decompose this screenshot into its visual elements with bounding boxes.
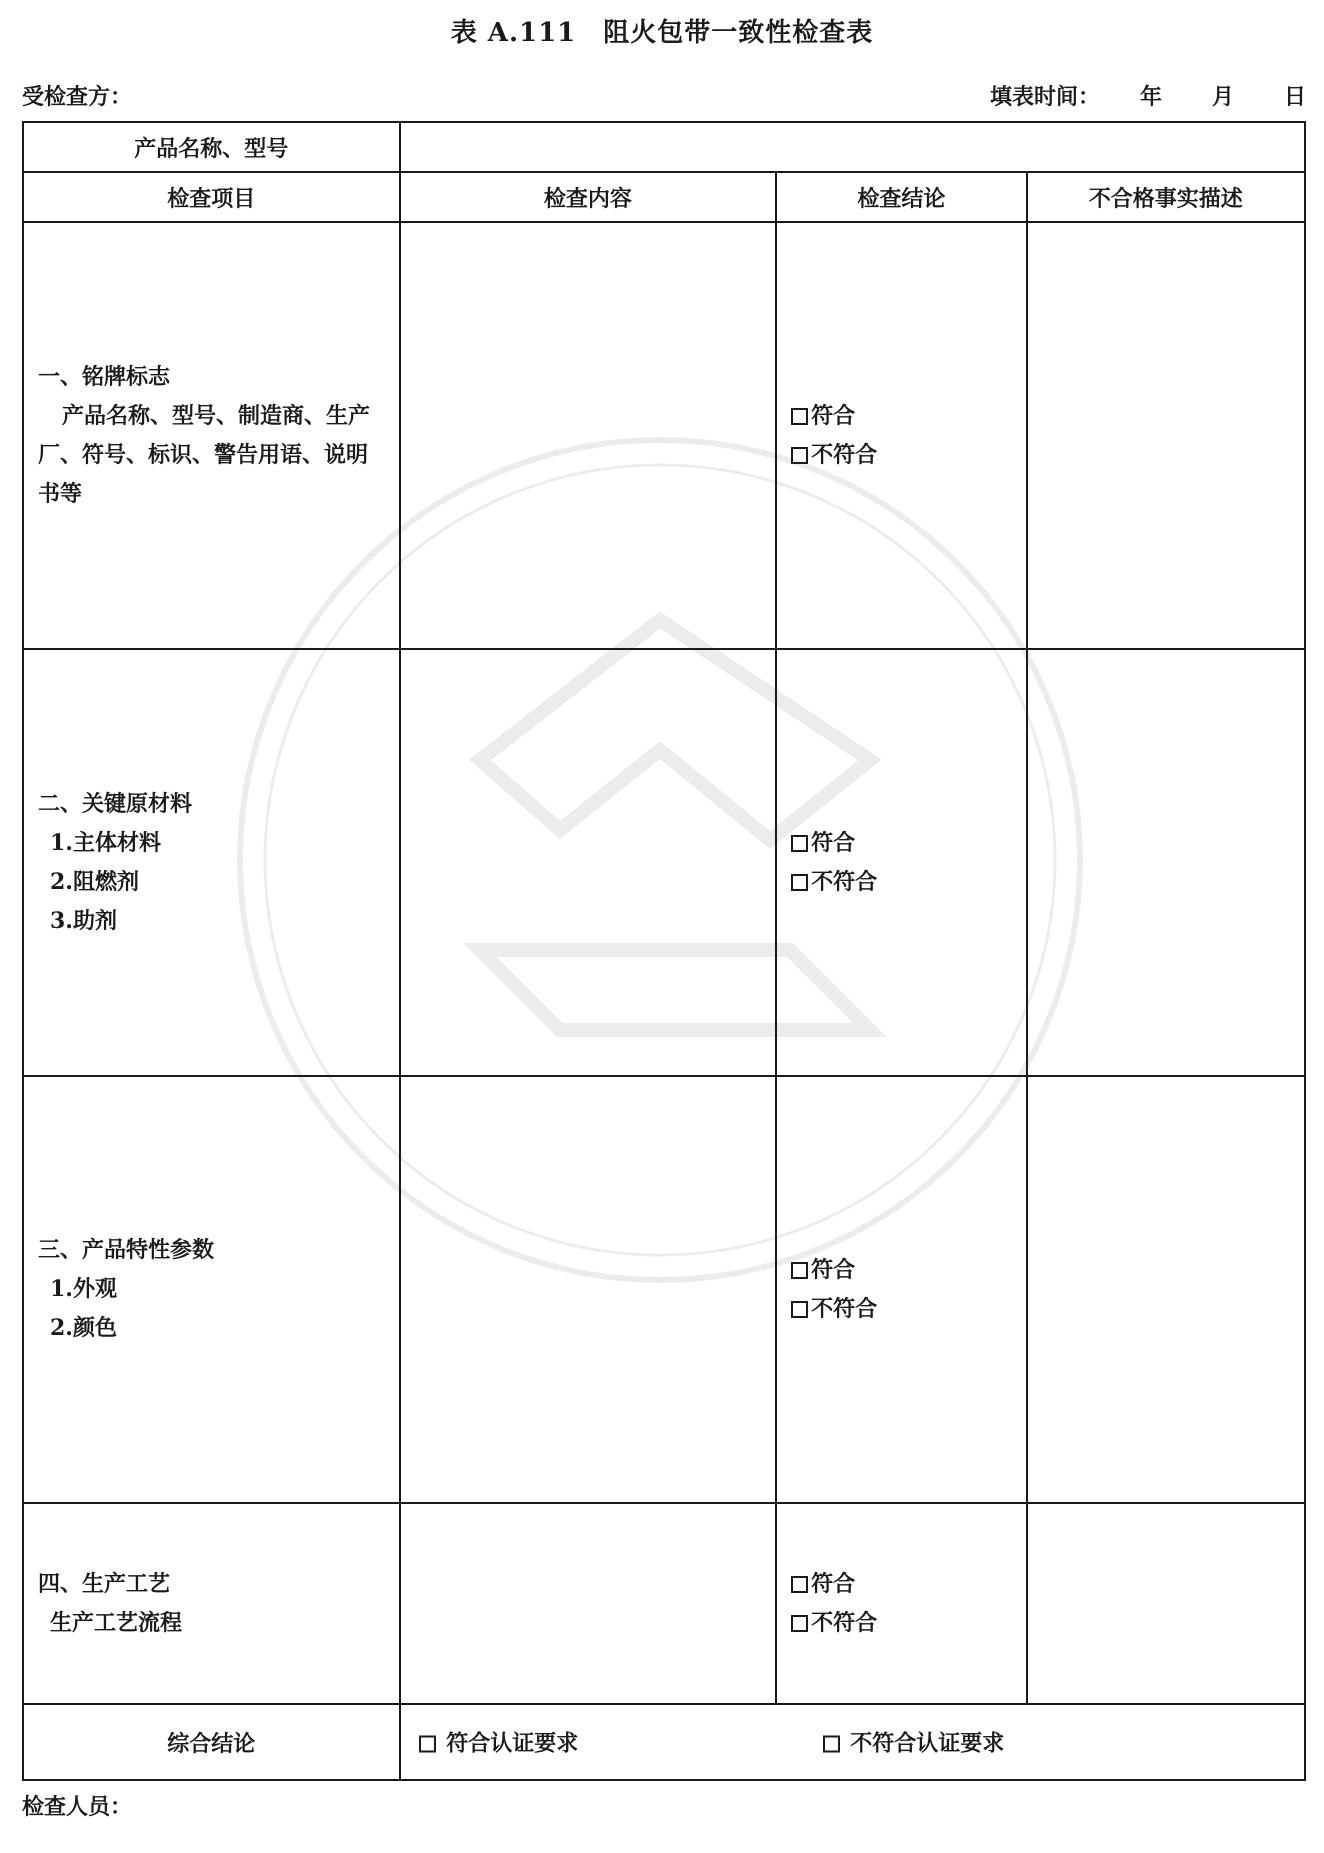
final-pass-label: 符合认证要求: [446, 1730, 579, 1757]
section-heading: 二、关键原材料: [38, 790, 193, 817]
content-cell[interactable]: [400, 1076, 777, 1503]
item-cell: [23, 222, 400, 649]
date-day: 日: [1283, 84, 1306, 110]
header-row: [23, 172, 1305, 222]
page-title: 表 A.111 阻火包带一致性检查表: [450, 18, 874, 48]
checkbox-icon: [791, 835, 808, 852]
conclusion-cell: [776, 222, 1026, 649]
section-heading: 四、生产工艺: [38, 1570, 171, 1597]
section-subitem: 2.颜色: [50, 1315, 117, 1341]
section-subitem: 2.阻燃剂: [50, 868, 139, 895]
conclusion-cell: [776, 1076, 1026, 1503]
header-conclusion: 检查结论: [776, 172, 1026, 222]
table-row: [23, 1503, 1305, 1704]
item-cell: [23, 649, 400, 1076]
section-subitem: 1.外观: [50, 1276, 117, 1302]
pass-checkbox[interactable]: [791, 397, 1025, 436]
pass-checkbox[interactable]: [791, 1251, 1025, 1290]
item-cell: [23, 1076, 400, 1503]
content-cell[interactable]: [400, 1503, 777, 1704]
fail-checkbox[interactable]: [791, 863, 1025, 902]
product-row: [23, 122, 1305, 172]
header-item: 检查项目: [23, 172, 400, 222]
fail-checkbox[interactable]: [791, 1604, 1025, 1643]
section-heading: 三、产品特性参数: [38, 1237, 215, 1263]
checkbox-icon: [791, 874, 808, 891]
nonconformity-cell[interactable]: [1027, 1503, 1305, 1704]
fail-label: 不符合: [811, 868, 878, 895]
table-row: [23, 1076, 1305, 1503]
pass-label: 符合: [811, 402, 856, 429]
inspector-label: 检查人员：: [22, 1794, 133, 1820]
conclusion-cell: [776, 1503, 1026, 1704]
final-fail-checkbox[interactable]: [823, 1727, 1005, 1758]
checkbox-icon: [791, 408, 808, 425]
section-subitem: 3.助剂: [50, 907, 117, 934]
content-cell[interactable]: [400, 649, 777, 1076]
nonconformity-cell[interactable]: [1027, 1076, 1305, 1503]
header-content: 检查内容: [400, 172, 777, 222]
date-year: 年: [1139, 84, 1162, 110]
pass-checkbox[interactable]: [791, 1565, 1025, 1604]
checkbox-icon: [791, 1301, 808, 1318]
inspected-party-label: 受检查方：: [22, 84, 133, 110]
table-row: [23, 222, 1305, 649]
meta-row: [22, 80, 1306, 110]
table-row: [23, 649, 1305, 1076]
content-cell[interactable]: [400, 222, 777, 649]
fail-label: 不符合: [811, 1609, 878, 1636]
product-name-field[interactable]: [400, 122, 1305, 172]
section-subitem: 1.主体材料: [50, 829, 161, 856]
inspection-table: [22, 121, 1306, 1781]
final-options: [400, 1704, 1305, 1780]
final-row: [23, 1704, 1305, 1780]
fail-label: 不符合: [811, 1295, 878, 1322]
checkbox-icon: [823, 1736, 840, 1753]
conclusion-cell: [776, 649, 1026, 1076]
checkbox-icon: [419, 1736, 436, 1753]
pass-label: 符合: [811, 1256, 856, 1283]
nonconformity-cell[interactable]: [1027, 222, 1305, 649]
checkbox-icon: [791, 1576, 808, 1593]
date-month: 月: [1211, 84, 1234, 110]
checkbox-icon: [791, 447, 808, 464]
section-heading: 一、铭牌标志: [38, 363, 171, 390]
checkbox-icon: [791, 1262, 808, 1279]
header-nonconformity: 不合格事实描述: [1027, 172, 1305, 222]
fill-time: [990, 80, 1306, 111]
final-label: 综合结论: [23, 1704, 400, 1780]
section-subitem: 生产工艺流程: [50, 1609, 183, 1636]
pass-checkbox[interactable]: [791, 824, 1025, 863]
pass-label: 符合: [811, 1570, 856, 1597]
fail-label: 不符合: [811, 441, 878, 468]
nonconformity-cell[interactable]: [1027, 649, 1305, 1076]
pass-label: 符合: [811, 829, 856, 856]
product-name-label: 产品名称、型号: [23, 122, 400, 172]
section-detail: 产品名称、型号、制造商、生产厂、符号、标识、警告用语、说明书等: [38, 402, 371, 507]
checkbox-icon: [791, 1615, 808, 1632]
fill-time-label: 填表时间：: [989, 84, 1100, 110]
final-fail-label: 不符合认证要求: [850, 1730, 1005, 1757]
final-pass-checkbox[interactable]: [419, 1727, 579, 1758]
item-cell: [23, 1503, 400, 1704]
fail-checkbox[interactable]: [791, 1290, 1025, 1329]
fail-checkbox[interactable]: [791, 436, 1025, 475]
